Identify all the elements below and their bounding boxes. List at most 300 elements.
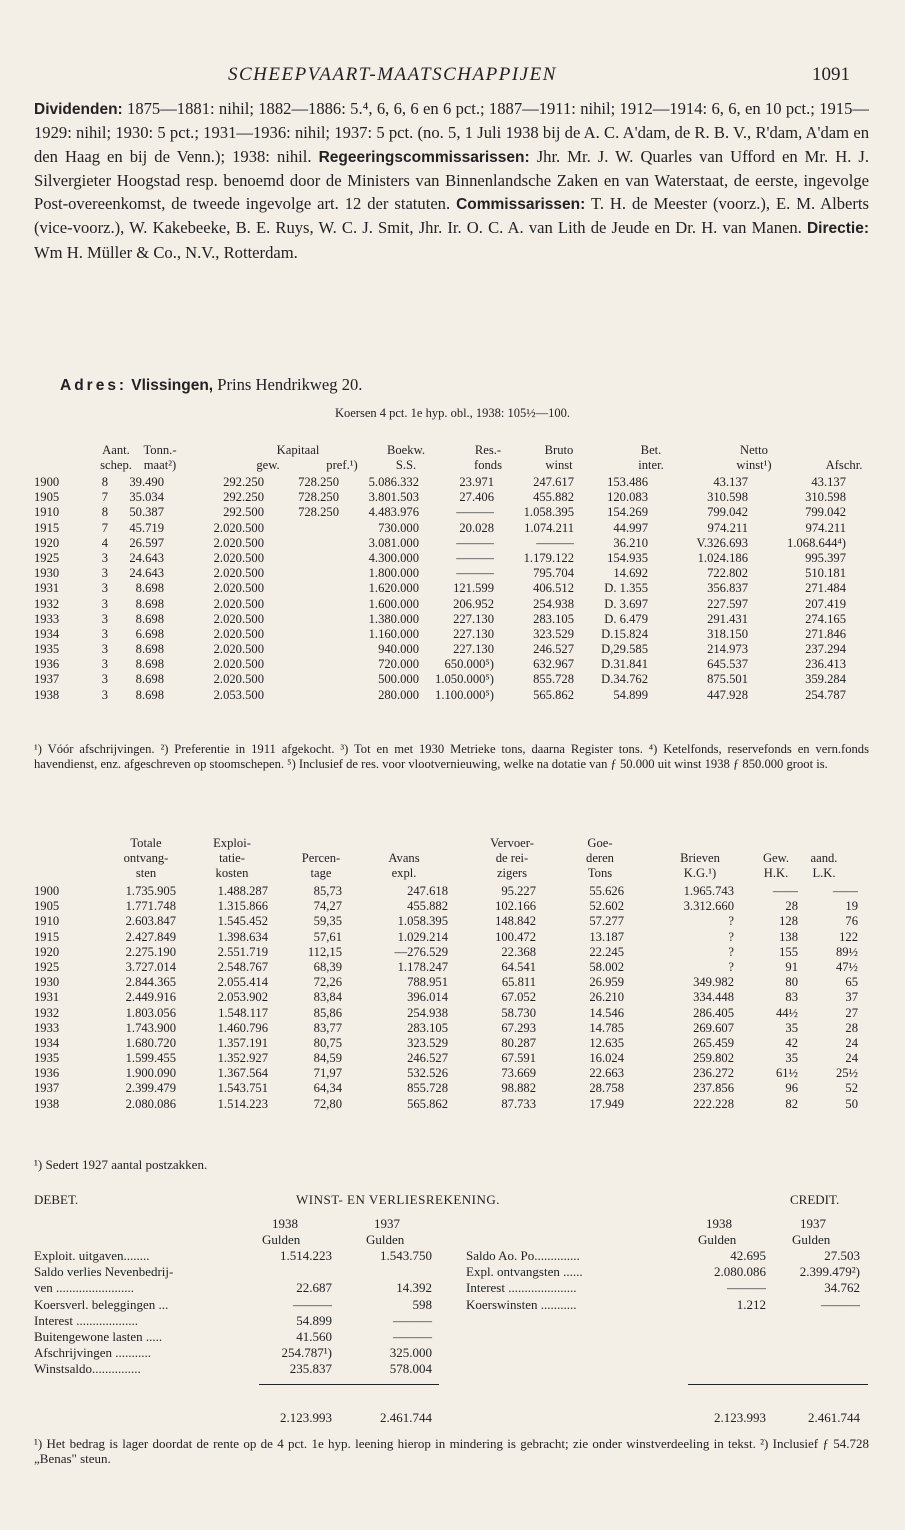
- table2-cell: 57,61: [313, 929, 342, 944]
- directie-text: Wm H. Müller & Co., N.V., Rotterdam.: [34, 242, 298, 262]
- credit-unit: Gulden: [698, 1232, 737, 1247]
- table1-cell: 8.698: [135, 657, 164, 672]
- table2-cell: 1925: [34, 959, 60, 974]
- table1-cell: 227.597: [707, 596, 748, 611]
- table1-cell: 4.483.976: [368, 505, 419, 520]
- table1-cell: 1934: [34, 626, 60, 641]
- table2-row: [34, 1051, 874, 1066]
- table1-cell: 8.698: [135, 596, 164, 611]
- table2-cell: 265.459: [693, 1035, 734, 1050]
- table2-cell: 112,15: [307, 944, 342, 959]
- table1-cell: 974.211: [805, 520, 846, 535]
- adres-city: Vlissingen,: [131, 377, 214, 394]
- table2-cell: 68,39: [313, 959, 342, 974]
- table1-cell: 1.160.000: [368, 626, 419, 641]
- table2-cell: 122: [839, 929, 858, 944]
- table1-cell: 27.406: [459, 490, 494, 505]
- table2-cell: 788.951: [407, 975, 448, 990]
- table1-cell: 280.000: [378, 687, 419, 702]
- table1-cell: ———: [536, 535, 574, 550]
- table1-cell: 406.512: [533, 581, 574, 596]
- table2-cell: 1.735.905: [125, 884, 176, 898]
- table1-cell: 292.500: [223, 505, 264, 520]
- table1-cell: 54.899: [613, 687, 648, 702]
- table2-cell: 80: [785, 975, 798, 990]
- table1-cell: D.15.824: [601, 626, 648, 641]
- table1-cell: 2.020.500: [213, 626, 264, 641]
- table1-cell: 310.598: [707, 490, 748, 505]
- table1-cell: 1925: [34, 550, 60, 565]
- table1-cell: 1.068.644⁴): [787, 535, 846, 550]
- table1-cell: 291.431: [707, 611, 748, 626]
- table2-cell: ?: [728, 914, 734, 929]
- table2-cell: 1905: [34, 899, 60, 914]
- credit-1938-value: ———: [727, 1280, 766, 1296]
- table1-cell: 43.137: [713, 475, 748, 489]
- table1-row: [34, 657, 874, 672]
- table2-cell: 1.029.214: [397, 929, 448, 944]
- debet-year-1937: 1937: [374, 1216, 400, 1231]
- table2-header-cell: Totale: [130, 836, 162, 850]
- table2-cell: 1.514.223: [217, 1096, 268, 1111]
- debet-1938-value: ———: [293, 1296, 332, 1312]
- table2-cell: 1933: [34, 1020, 60, 1035]
- table1-cell: 236.413: [805, 657, 846, 672]
- table1-cell: 35.034: [129, 490, 164, 505]
- debet-total-1937: 2.461.744: [380, 1410, 432, 1425]
- table2-cell: 1934: [34, 1035, 60, 1050]
- table1-cell: 153.486: [607, 475, 648, 489]
- table1-row: [34, 688, 874, 703]
- table2-cell: 254.938: [407, 1005, 448, 1020]
- table2-cell: 1.599.455: [125, 1051, 176, 1066]
- table2-cell: 85,86: [313, 1005, 342, 1020]
- table2-cell: 72,80: [313, 1096, 342, 1111]
- table2-cell: ——: [772, 884, 798, 898]
- table1-header-cell: winst¹): [736, 458, 772, 472]
- table1-cell: 206.952: [453, 596, 494, 611]
- table2-header-cell: expl.: [391, 866, 417, 880]
- table2-cell: 28: [785, 899, 798, 914]
- table2-cell: 323.529: [407, 1035, 448, 1050]
- koersen-line: Koersen 4 pct. 1e hyp. obl., 1938: 105½—100.: [334, 406, 571, 420]
- credit-1938-value: 42.695: [730, 1248, 766, 1263]
- table2-cell: 28.758: [589, 1081, 624, 1096]
- table1-cell: ———: [456, 505, 494, 520]
- table2-cell: 1.315.866: [217, 899, 268, 914]
- wv-title: WINST- EN VERLIESREKENING.: [296, 1192, 501, 1207]
- table1-cell: 974.211: [707, 520, 748, 535]
- table2-cell: 286.405: [693, 1005, 734, 1020]
- table1-cell: 271.484: [805, 581, 846, 596]
- table2-cell: 1915: [34, 929, 60, 944]
- table2-cell: 14.785: [589, 1020, 624, 1035]
- intro-paragraph: [34, 97, 869, 264]
- table2-header-cell: zigers: [496, 866, 528, 880]
- table2-cell: 1920: [34, 944, 60, 959]
- table1-cell: 2.020.500: [213, 657, 264, 672]
- commissarissen-text: T. H. de Meester (voorz.), E. M. Alberts (vice-voorz.), W. Kakebeeke, B. E. Ruys, W. C. J. Smit, Jhr. Ir. O. C. A. van Lith de Jeude en Dr. H. van Manen.: [34, 194, 869, 238]
- debet-unit: Gulden: [262, 1232, 301, 1247]
- table1-cell: 940.000: [378, 642, 419, 657]
- debet-item: ven ........................: [34, 1280, 135, 1296]
- table1-cell: 728.250: [298, 505, 339, 520]
- table1-cell: 292.250: [223, 490, 264, 505]
- table2-cell: 80.287: [501, 1035, 536, 1050]
- table1-cell: 154.269: [607, 505, 648, 520]
- table1-cell: 1.058.395: [523, 505, 574, 520]
- table1-row: [34, 581, 874, 596]
- table2-cell: 334.448: [693, 990, 734, 1005]
- table2-header-cell: Vervoer-: [490, 836, 534, 850]
- table2-header-cell: tatie-: [219, 851, 245, 865]
- table1-cell: 2.020.500: [213, 596, 264, 611]
- table2-row: [34, 930, 874, 945]
- table2-cell: 98.882: [501, 1081, 536, 1096]
- table1-row: [34, 521, 874, 536]
- table1-cell: 227.130: [453, 626, 494, 641]
- credit-label: CREDIT.: [790, 1192, 840, 1207]
- credit-item: Expl. ontvangsten ......: [466, 1264, 583, 1280]
- table1-cell: 4.300.000: [368, 550, 419, 565]
- table1-cell: 8.698: [135, 687, 164, 702]
- table2-header-cell: ontvang-: [123, 851, 169, 865]
- table1-cell: 3: [101, 687, 108, 702]
- table1-cell: 6.698: [135, 626, 164, 641]
- table1-cell: 1.800.000: [368, 566, 419, 581]
- table2-cell: 67.293: [501, 1020, 536, 1035]
- table2-cell: 2.053.902: [217, 990, 268, 1005]
- table1-cell: 1930: [34, 566, 60, 581]
- table2-cell: 52.602: [589, 899, 624, 914]
- table2-cell: 148.842: [495, 914, 536, 929]
- table2-cell: 1.548.117: [218, 1005, 268, 1020]
- table1-cell: 1932: [34, 596, 60, 611]
- table2-row: [34, 1066, 874, 1081]
- table1-cell: 3: [101, 626, 108, 641]
- table2-header-cell: sten: [135, 866, 157, 880]
- debet-1937-value: ———: [393, 1312, 432, 1328]
- table2-cell: 1937: [34, 1081, 60, 1096]
- table2-cell: ?: [728, 959, 734, 974]
- table1-row: [34, 505, 874, 520]
- debet-item: Winstsaldo...............: [34, 1361, 141, 1377]
- credit-unit: Gulden: [792, 1232, 831, 1247]
- table2-row: [34, 1006, 874, 1021]
- table2-cell: 1.543.751: [217, 1081, 268, 1096]
- table1-cell: 227.130: [453, 642, 494, 657]
- table1-cell: 1900: [34, 475, 60, 489]
- table1-cell: 650.000⁵): [444, 657, 494, 672]
- table1-header-cell: S.S.: [395, 458, 417, 472]
- table2-cell: 2.449.916: [125, 990, 176, 1005]
- table2-header-cell: Percen-: [301, 851, 341, 865]
- credit-1937-value: ———: [821, 1296, 860, 1312]
- table2-cell: 35: [785, 1051, 798, 1066]
- table2-cell: 85,73: [313, 884, 342, 898]
- credit-1937-value: 27.503: [824, 1248, 860, 1263]
- table1-cell: 1915: [34, 520, 60, 535]
- table2-cell: 28: [845, 1020, 858, 1035]
- table2-cell: 52: [845, 1081, 858, 1096]
- table2-header-cell: Gew.: [762, 851, 790, 865]
- table1-cell: 8: [101, 475, 108, 489]
- table2-cell: 12.635: [589, 1035, 624, 1050]
- table1-cell: 2.020.500: [213, 611, 264, 626]
- table1-cell: 3: [101, 657, 108, 672]
- table2-cell: 396.014: [407, 990, 448, 1005]
- table1-row: [34, 612, 874, 627]
- table2-header-cell: aand.: [810, 851, 838, 865]
- table1-cell: 720.000: [378, 657, 419, 672]
- table2-cell: 1.771.748: [125, 899, 176, 914]
- table1-cell: 323.529: [533, 626, 574, 641]
- table1-cell: 2.020.500: [213, 550, 264, 565]
- table2-header-cell: tage: [310, 866, 332, 880]
- table1-cell: V.326.693: [696, 535, 748, 550]
- table2-cell: 3.312.660: [683, 899, 734, 914]
- table2-cell: ——: [832, 884, 858, 898]
- table1-cell: 875.501: [707, 672, 748, 687]
- table2-cell: 1.743.900: [125, 1020, 176, 1035]
- winst-verliesrekening: [34, 1190, 874, 1440]
- table2-cell: 96: [785, 1081, 798, 1096]
- table1-cell: 356.837: [707, 581, 748, 596]
- financial-table: [34, 443, 874, 703]
- table1-cell: 1.380.000: [368, 611, 419, 626]
- table1-cell: 1931: [34, 581, 60, 596]
- table1-cell: 8.698: [135, 581, 164, 596]
- table2-cell: 55.626: [589, 884, 624, 898]
- table1-cell: 2.020.500: [213, 566, 264, 581]
- debet-1937-value: 578.004: [389, 1361, 432, 1377]
- table1-cell: 271.846: [805, 626, 846, 641]
- table2-cell: 25½: [835, 1066, 858, 1081]
- table2-cell: 24: [845, 1051, 858, 1066]
- table1-notes: ¹) Vóór afschrijvingen. ²) Preferentie in 1911 afgekocht. ³) Tot en met 1930 Metrieke tons, daarna Register tons. ⁴) Ketelfonds, reservefonds en vern.fonds havendienst, enz. afgeschreven op stoomschepen. ⁵) Inclusief de res. voor vlootvernieuwing, welke na dotatie van ƒ 50.000 uit winst 1938 ƒ 850.000 groot is.: [34, 742, 869, 771]
- debet-1938-value: 22.687: [296, 1280, 332, 1296]
- table2-cell: 58.730: [501, 1005, 536, 1020]
- table1-cell: 8: [101, 505, 108, 520]
- table2-cell: 95.227: [501, 884, 536, 898]
- credit-1938-value: 1.212: [736, 1296, 766, 1312]
- adres-label: Adres:: [60, 377, 128, 394]
- table2-cell: 2.548.767: [217, 959, 268, 974]
- table2-cell: 67.052: [501, 990, 536, 1005]
- debet-item: Exploit. uitgaven........: [34, 1248, 150, 1263]
- table2-cell: 1.965.743: [683, 884, 734, 898]
- wv-note: ¹) Het bedrag is lager doordat de rente op de 4 pct. 1e hyp. leening hierop in mindering is gebracht; zie onder winstverdeeling in tekst. ²) Inclusief ƒ 54.728 „Benas" steun.: [34, 1436, 869, 1466]
- total-rule: [688, 1384, 868, 1385]
- table1-cell: 2.020.500: [213, 642, 264, 657]
- table1-cell: 50.387: [129, 505, 164, 520]
- table1-cell: 5.086.332: [368, 475, 419, 489]
- table2-cell: 27: [845, 1005, 858, 1020]
- table2-header: [34, 836, 874, 884]
- table2-cell: 1.545.452: [217, 914, 268, 929]
- table1-cell: 7: [101, 490, 108, 505]
- debet-item: Saldo verlies Nevenbedrij-: [34, 1264, 174, 1280]
- table2-row: [34, 1097, 874, 1112]
- table2-cell: 855.728: [407, 1081, 448, 1096]
- table2-header-cell: K.G.¹): [683, 866, 717, 880]
- table2-cell: 2.275.190: [125, 944, 176, 959]
- table2-cell: 14.546: [589, 1005, 624, 1020]
- table2-cell: 1.357.191: [217, 1035, 268, 1050]
- credit-item: Interest .....................: [466, 1280, 577, 1296]
- table1-cell: 237.294: [805, 642, 846, 657]
- table2-cell: 80,75: [313, 1035, 342, 1050]
- table1-cell: 455.882: [533, 490, 574, 505]
- table2-cell: 42: [785, 1035, 798, 1050]
- table1-header-cell: gew.: [256, 458, 280, 472]
- table2-cell: 102.166: [495, 899, 536, 914]
- table1-cell: 1.600.000: [368, 596, 419, 611]
- table2-cell: 50: [845, 1096, 858, 1111]
- table1-cell: 1935: [34, 642, 60, 657]
- regeeringscommissarissen-label: Regeeringscommissarissen:: [318, 148, 530, 166]
- page-number: 1091: [812, 64, 850, 85]
- table1-cell: D. 1.355: [604, 581, 648, 596]
- debet-item: Koersverl. beleggingen ...: [34, 1296, 169, 1312]
- table2-cell: 35: [785, 1020, 798, 1035]
- table2-cell: 91: [785, 959, 798, 974]
- table1-cell: 1.620.000: [368, 581, 419, 596]
- table1-header-cell: Aant.: [102, 443, 130, 457]
- table1-cell: 214.973: [707, 642, 748, 657]
- running-header: [0, 64, 905, 88]
- debet-1937-value: 14.392: [396, 1280, 432, 1296]
- table2-cell: 22.663: [589, 1066, 624, 1081]
- table1-cell: 565.862: [533, 687, 574, 702]
- regeeringscommissarissen-text: Jhr. Mr. J. W. Quarles van Ufford en Mr. H. J. Silvergieter Hoogstad resp. benoemd door de Ministers van Binnenlandsche Zaken en van Waterstaat, de eerste, ingevolge Post-overeenkomst, de tweede ingevolge art. 12 der statuten.: [34, 146, 869, 214]
- table2-cell: 17.949: [589, 1096, 624, 1111]
- table1-row: [34, 475, 874, 490]
- table2-row: [34, 1021, 874, 1036]
- table2-row: [34, 1081, 874, 1096]
- table1-cell: 2.020.500: [213, 581, 264, 596]
- table1-row: [34, 490, 874, 505]
- table1-cell: 45.719: [129, 520, 164, 535]
- table2-header-cell: kosten: [215, 866, 249, 880]
- table2-header-cell: H.K.: [763, 866, 789, 880]
- table2-cell: 65: [845, 975, 858, 990]
- table1-cell: 1910: [34, 505, 60, 520]
- table2-cell: 83,77: [313, 1020, 342, 1035]
- table1-header-cell: maat²): [143, 458, 177, 472]
- table1-header-cell: Tonn.-: [143, 443, 177, 457]
- table2-cell: 59,35: [313, 914, 342, 929]
- table2-cell: 22.368: [501, 944, 536, 959]
- dividenden-label: Dividenden:: [34, 101, 123, 118]
- table1-row: [34, 566, 874, 581]
- table2-row: [34, 884, 874, 899]
- table1-cell: 7: [101, 520, 108, 535]
- credit-year-1938: 1938: [706, 1216, 732, 1231]
- table2-cell: 1.488.287: [217, 884, 268, 898]
- table1-cell: 3: [101, 596, 108, 611]
- table2-cell: 44½: [775, 1005, 798, 1020]
- debet-total-1938: 2.123.993: [280, 1410, 332, 1425]
- table1-cell: 283.105: [533, 611, 574, 626]
- table1-cell: 8.698: [135, 642, 164, 657]
- table2-cell: 2.603.847: [125, 914, 176, 929]
- table1-cell: 2.020.500: [213, 535, 264, 550]
- table1-cell: 44.997: [613, 520, 648, 535]
- table2-header-cell: Goe-: [587, 836, 613, 850]
- table1-cell: 722.802: [707, 566, 748, 581]
- table1-cell: D. 3.697: [604, 596, 648, 611]
- table1-cell: 24.643: [129, 566, 164, 581]
- table1-cell: 500.000: [378, 672, 419, 687]
- table2-cell: 64.541: [501, 959, 536, 974]
- table1-cell: 795.704: [533, 566, 574, 581]
- table1-cell: 3.081.000: [368, 535, 419, 550]
- table2-cell: 247.618: [407, 884, 448, 898]
- table1-cell: 246.527: [533, 642, 574, 657]
- table1-cell: 1.074.211: [524, 520, 574, 535]
- table2-cell: 65.811: [501, 975, 536, 990]
- table1-header-cell: inter.: [638, 458, 664, 472]
- table1-cell: 1.100.000⁵): [435, 687, 494, 702]
- table2-cell: 1910: [34, 914, 60, 929]
- credit-1937-value: 2.399.479²): [799, 1264, 860, 1280]
- table1-cell: 318.150: [707, 626, 748, 641]
- table2-cell: 1.900.090: [125, 1066, 176, 1081]
- table2-row: [34, 960, 874, 975]
- credit-total-1938: 2.123.993: [714, 1410, 766, 1425]
- table1-cell: D,29.585: [601, 642, 648, 657]
- table2-cell: 138: [779, 929, 798, 944]
- table1-row: [34, 536, 874, 551]
- table2-cell: 1936: [34, 1066, 60, 1081]
- table1-cell: 1938: [34, 687, 60, 702]
- table2-cell: ?: [728, 929, 734, 944]
- table1-cell: 510.181: [805, 566, 846, 581]
- table1-header-cell: winst: [545, 458, 573, 472]
- table2-cell: 349.982: [693, 975, 734, 990]
- debet-item: Interest ...................: [34, 1312, 138, 1328]
- table2-cell: 72,26: [313, 975, 342, 990]
- table1-header-cell: schep.: [100, 458, 132, 472]
- table1-cell: 274.165: [805, 611, 846, 626]
- table1-cell: 995.397: [805, 550, 846, 565]
- table2-cell: 155: [779, 944, 798, 959]
- table1-cell: 2.020.500: [213, 520, 264, 535]
- table2-cell: 1.460.796: [217, 1020, 268, 1035]
- table2-cell: 24: [845, 1035, 858, 1050]
- table1-header-cell: Kapitaal: [276, 443, 320, 457]
- table1-cell: 3: [101, 566, 108, 581]
- table2-cell: 82: [785, 1096, 798, 1111]
- table2-cell: 37: [845, 990, 858, 1005]
- table2-cell: 22.245: [589, 944, 624, 959]
- table1-cell: 227.130: [453, 611, 494, 626]
- table2-cell: 1900: [34, 884, 60, 898]
- table2-cell: 58.002: [589, 959, 624, 974]
- table1-cell: 1933: [34, 611, 60, 626]
- table1-cell: 3: [101, 581, 108, 596]
- table2-cell: 236.272: [693, 1066, 734, 1081]
- table1-cell: 39.490: [129, 475, 164, 489]
- table2-row: [34, 1036, 874, 1051]
- table1-cell: 4: [101, 535, 108, 550]
- table1-cell: 1.024.186: [697, 550, 748, 565]
- table2-cell: 565.862: [407, 1096, 448, 1111]
- table1-cell: 3: [101, 550, 108, 565]
- table2-cell: 1930: [34, 975, 60, 990]
- table2-row: [34, 975, 874, 990]
